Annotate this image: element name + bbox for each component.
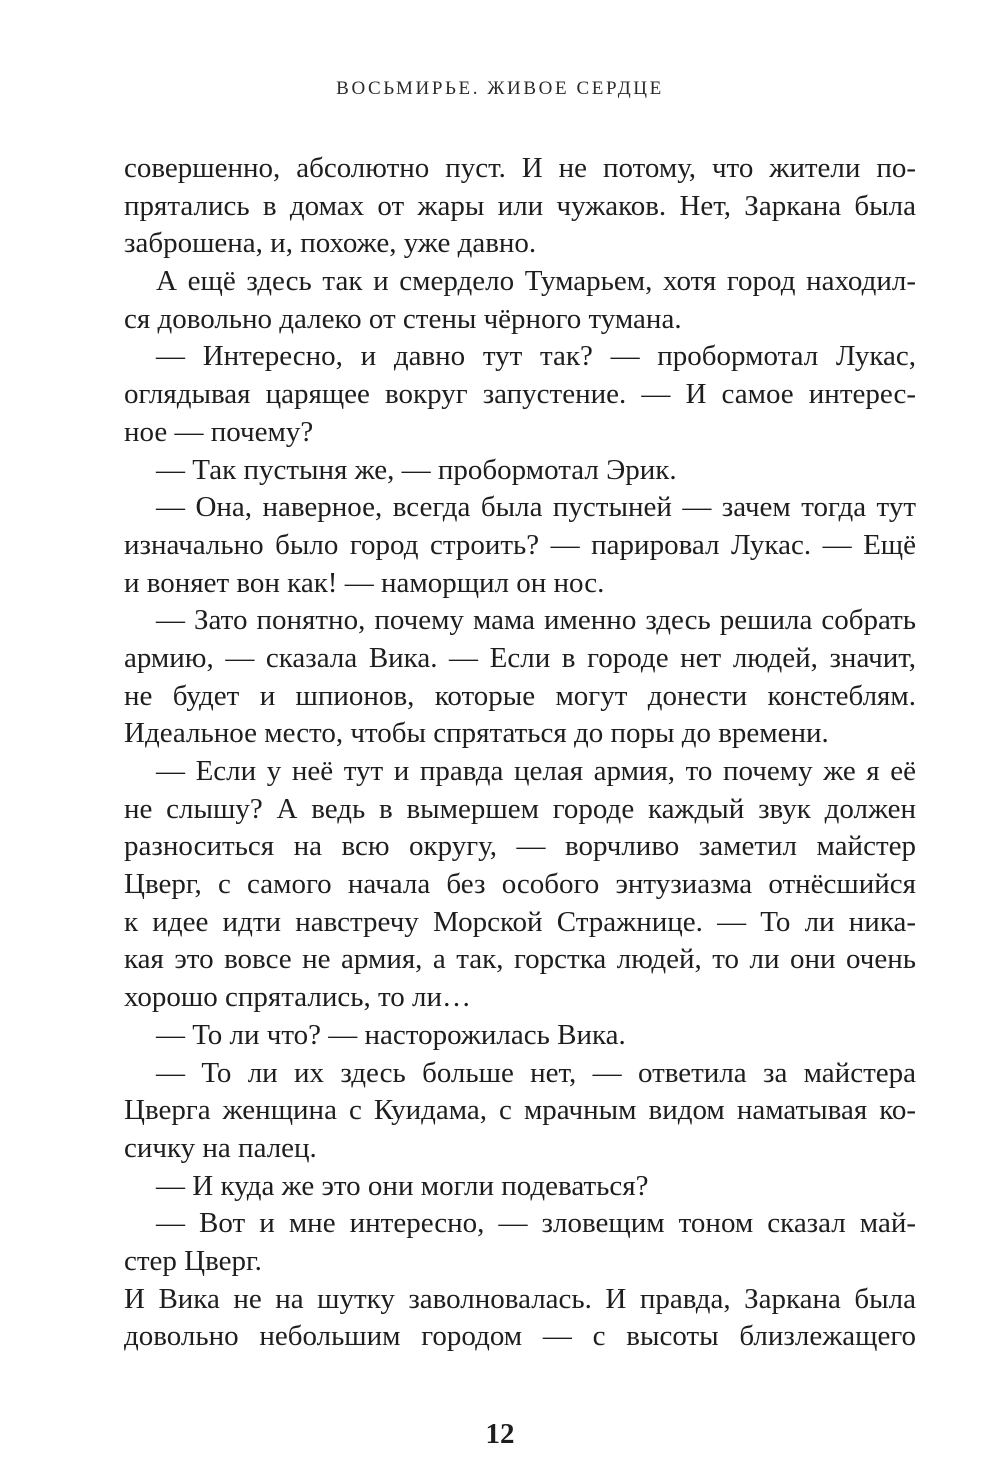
- text-line: И Вика не на шутку заволновалась. И правда, Заркана была: [124, 1282, 916, 1315]
- text-line: заброшена, и, похоже, уже давно.: [124, 227, 537, 260]
- text-line: — Так пустыня же, — пробормотал Эрик.: [156, 453, 677, 486]
- text-line: кая это вовсе не армия, а так, горстка людей, то ли они очень: [124, 943, 916, 976]
- text-line: армию, — сказала Вика. — Если в городе нет людей, значит,: [124, 641, 916, 674]
- text-line: — Вот и мне интересно, — зловещим тоном сказал май-: [156, 1207, 916, 1240]
- text-line: не будет и шпионов, которые могут донести констеблям.: [124, 679, 916, 712]
- text-line: и воняет вон как! — наморщил он нос.: [124, 566, 605, 599]
- text-line: Идеальное место, чтобы спрятаться до поры до времени.: [124, 717, 829, 750]
- text-line: прятались в домах от жары или чужаков. Нет, Заркана была: [124, 189, 916, 222]
- page-number: 12: [485, 1418, 515, 1450]
- text-line: Цверга женщина с Куидама, с мрачным видом наматывая ко-: [124, 1094, 916, 1127]
- text-line: — Если у неё тут и правда целая армия, то почему же я её: [156, 755, 916, 787]
- body-text: [124, 150, 916, 1356]
- text-line: — Она, наверное, всегда была пустыней — зачем тогда тут: [156, 491, 916, 524]
- text-line: к идее идти навстречу Морской Стражнице. — То ли ника-: [124, 905, 916, 938]
- text-line: совершенно, абсолютно пуст. И не потому, что жители по-: [124, 152, 916, 184]
- text-line: — И куда же это они могли подеваться?: [156, 1169, 649, 1202]
- text-line: — Зато понятно, почему мама именно здесь решила собрать: [156, 604, 916, 637]
- text-line: стер Цверг.: [124, 1244, 262, 1277]
- text-line: ное — почему?: [124, 415, 314, 448]
- text-line: — Интересно, и давно тут так? — пробормотал Лукас,: [156, 340, 916, 373]
- text-line: ся довольно далеко от стены чёрного тумана.: [124, 302, 682, 335]
- text-line: изначально было город строить? — парировал Лукас. — Ещё: [124, 528, 916, 561]
- text-line: оглядывая царящее вокруг запустение. — И самое интерес-: [124, 378, 916, 411]
- running-header: ВОСЬМИРЬЕ. ЖИВОЕ СЕРДЦЕ: [336, 78, 664, 99]
- text-line: А ещё здесь так и смердело Тумарьем, хотя город находил-: [156, 265, 916, 298]
- text-line: сичку на палец.: [124, 1131, 317, 1164]
- text-line: довольно небольшим городом — с высоты близлежащего: [124, 1320, 916, 1353]
- text-line: — То ли их здесь больше нет, — ответила за майстера: [156, 1056, 916, 1089]
- text-line: не слышу? А ведь в вымершем городе каждый звук должен: [124, 792, 916, 825]
- text-line: Цверг, с самого начала без особого энтузиазма отнёсшийся: [124, 868, 916, 901]
- text-line: разноситься на всю округу, — ворчливо заметил майстер: [124, 830, 916, 863]
- text-line: хорошо спрятались, то ли…: [124, 981, 471, 1014]
- text-line: — То ли что? — насторожилась Вика.: [156, 1018, 626, 1051]
